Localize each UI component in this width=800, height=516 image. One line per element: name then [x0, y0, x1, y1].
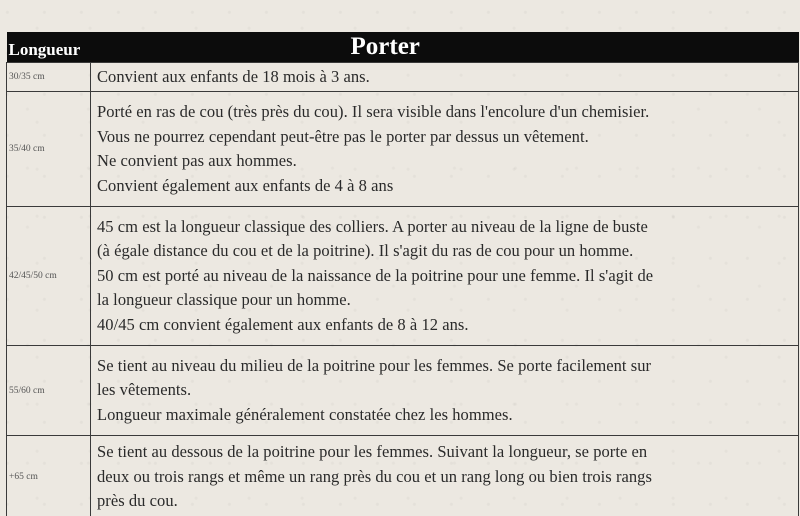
length-cell: 35/40 cm [7, 92, 91, 207]
description-line: (à égale distance du cou et de la poitrine). Il s'agit du ras de cou pour un homme. [97, 241, 634, 261]
table-row [7, 346, 799, 436]
necklace-length-table [6, 32, 799, 516]
length-cell: 42/45/50 cm [7, 207, 91, 346]
description-line: 50 cm est porté au niveau de la naissance de la poitrine pour une femme. Il s'agit de [97, 265, 654, 285]
description-line: près du cou. [97, 491, 178, 511]
column-header-title: Porter [91, 32, 799, 63]
table-row [7, 63, 799, 92]
length-cell: 30/35 cm [7, 63, 91, 92]
description-line: la longueur classique pour un homme. [97, 290, 351, 310]
description-cell [91, 436, 799, 516]
length-cell: 55/60 cm [7, 346, 91, 436]
description-line: deux ou trois rangs et même un rang près du cou et un rang long ou bien trois rangs [97, 466, 652, 486]
length-cell: +65 cm [7, 436, 91, 516]
description-line: Ne convient pas aux hommes. [97, 151, 297, 170]
description-line: Se tient au dessous de la poitrine pour les femmes. Suivant la longueur, se porte en [97, 442, 648, 462]
description-line: Vous ne pourrez cependant peut-être pas le porter par dessus un vêtement. [97, 126, 589, 146]
description-cell [91, 63, 799, 92]
table-header-row [7, 32, 799, 63]
description-line: Se tient au niveau du milieu de la poitrine pour les femmes. Se porte facilement sur [97, 355, 652, 375]
description-line: Longueur maximale généralement constatée chez les hommes. [97, 404, 513, 424]
description-line: 40/45 cm convient également aux enfants de 8 à 12 ans. [97, 314, 469, 334]
table-row [7, 436, 799, 516]
description-cell [91, 207, 799, 346]
description-line: Convient aux enfants de 18 mois à 3 ans. [97, 66, 370, 86]
description-line: 45 cm est la longueur classique des colliers. A porter au niveau de la ligne de buste [97, 216, 648, 236]
table-row [7, 92, 799, 207]
description-line: Porté en ras de cou (très près du cou). Il sera visible dans l'encolure d'un chemisier. [97, 102, 650, 121]
description-line: Convient également aux enfants de 4 à 8 ans [97, 175, 394, 195]
description-line: les vêtements. [97, 380, 192, 400]
column-header-length: Longueur [7, 32, 91, 63]
description-cell [91, 92, 799, 207]
description-cell [91, 346, 799, 436]
table-row [7, 207, 799, 346]
